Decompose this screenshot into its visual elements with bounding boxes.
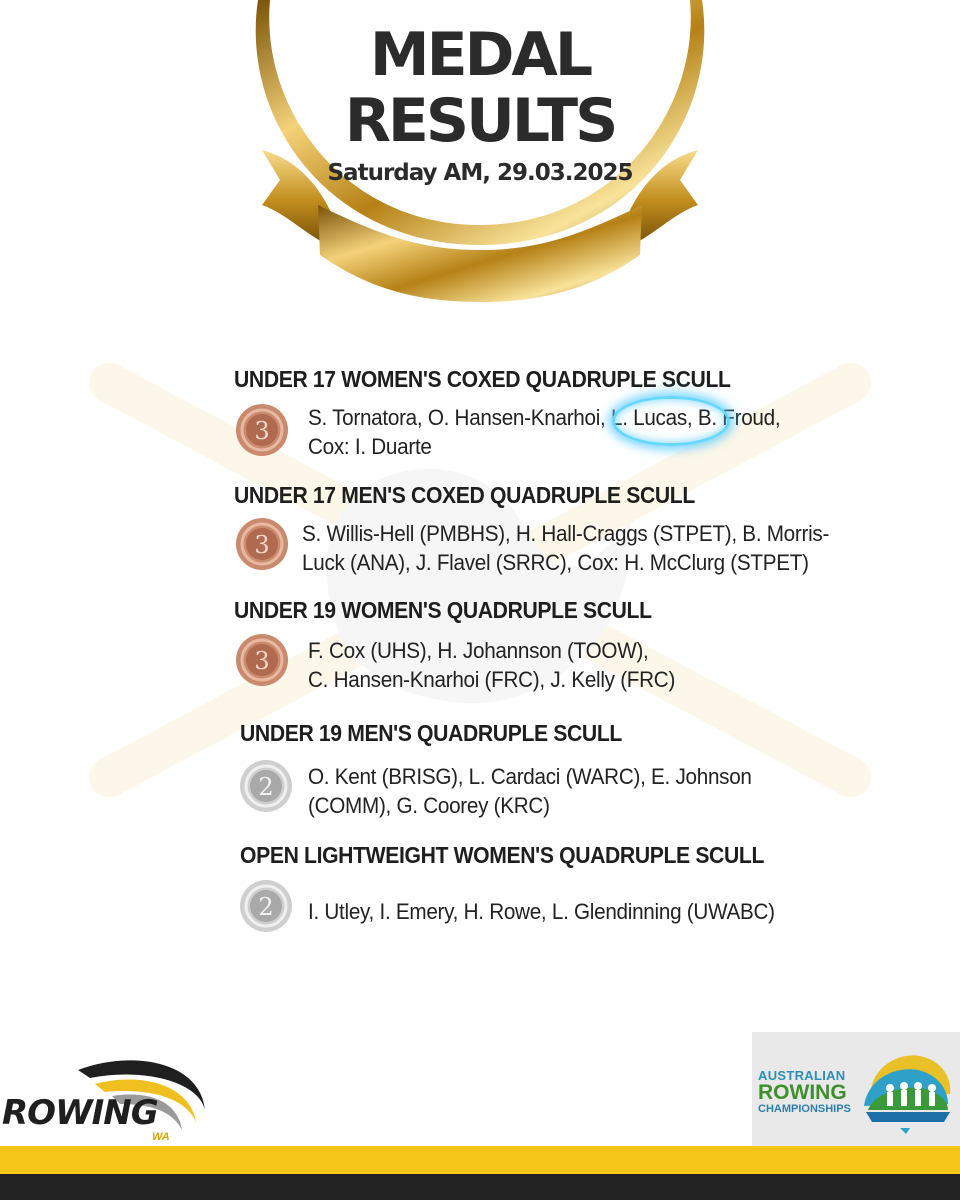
- event-u19-women-quad: [234, 597, 688, 624]
- title-line-2: RESULTS: [344, 86, 616, 156]
- event-u17-men-coxed-quad: [234, 482, 735, 509]
- crew-line: O. Kent (BRISG), L. Cardaci (WARC), E. Johnson: [308, 764, 752, 789]
- crew-line: Luck (ANA), J. Flavel (SRRC), Cox: H. McClurg (STPET): [302, 550, 809, 575]
- medal-number: 3: [254, 647, 270, 675]
- australian-rowing-championships-logo: [752, 1032, 960, 1146]
- silver-medal-icon: [238, 758, 294, 814]
- event-open-lw-women-quad: [240, 842, 810, 869]
- event-title: UNDER 17 MEN'S COXED QUADRUPLE SCULL: [234, 482, 695, 508]
- medal-number: 2: [258, 773, 274, 801]
- event-crew-list: [308, 897, 775, 926]
- medal-number: 3: [254, 531, 270, 559]
- arc-line-2: ROWING: [758, 1081, 847, 1104]
- silver-medal-icon: [238, 878, 294, 934]
- event-title: UNDER 19 MEN'S QUADRUPLE SCULL: [240, 720, 622, 746]
- arc-logo-text: [758, 1068, 851, 1115]
- date-subtitle: Saturday AM, 29.03.2025: [327, 160, 633, 186]
- event-title: UNDER 19 WOMEN'S QUADRUPLE SCULL: [234, 597, 652, 623]
- medal-number: 2: [258, 893, 274, 921]
- bronze-medal-icon: [234, 632, 290, 688]
- medal-number: 3: [254, 417, 270, 445]
- rowing-wa-logo-text: ROWING: [2, 1093, 158, 1133]
- event-title: OPEN LIGHTWEIGHT WOMEN'S QUADRUPLE SCULL: [240, 842, 765, 868]
- event-u17-women-coxed-quad: [234, 366, 774, 393]
- crew-line: S. Tornatora, O. Hansen-Knarhoi, L. Lucas, B. Froud,: [308, 405, 781, 430]
- arc-line-3: CHAMPIONSHIPS: [758, 1103, 851, 1115]
- crew-line: Cox: I. Duarte: [308, 434, 432, 459]
- crew-line: (COMM), G. Coorey (KRC): [308, 793, 550, 818]
- event-title: UNDER 17 WOMEN'S COXED QUADRUPLE SCULL: [234, 366, 731, 392]
- event-u19-men-quad: [240, 720, 655, 747]
- footer-yellow-bar: [0, 1146, 960, 1174]
- crew-line: I. Utley, I. Emery, H. Rowe, L. Glendinning (UWABC): [308, 899, 775, 924]
- arc-line-1: AUSTRALIAN: [758, 1068, 846, 1083]
- footer-dark-bar: [0, 1174, 960, 1200]
- crew-line: C. Hansen-Knarhoi (FRC), J. Kelly (FRC): [308, 667, 676, 692]
- title-line-1: MEDAL: [369, 20, 591, 90]
- bronze-medal-icon: [234, 516, 290, 572]
- crew-line: F. Cox (UHS), H. Johannson (TOOW),: [308, 638, 649, 663]
- bronze-medal-icon: [234, 402, 290, 458]
- highlight-circle: [612, 396, 730, 446]
- rowing-wa-logo-sub: WA: [152, 1131, 170, 1143]
- event-crew-list: [308, 762, 752, 820]
- event-crew-list: [308, 636, 675, 694]
- crew-line: S. Willis-Hell (PMBHS), H. Hall-Craggs (STPET), B. Morris-: [302, 521, 830, 546]
- rowing-crew-icon: [860, 1048, 956, 1136]
- event-crew-list: [302, 519, 829, 577]
